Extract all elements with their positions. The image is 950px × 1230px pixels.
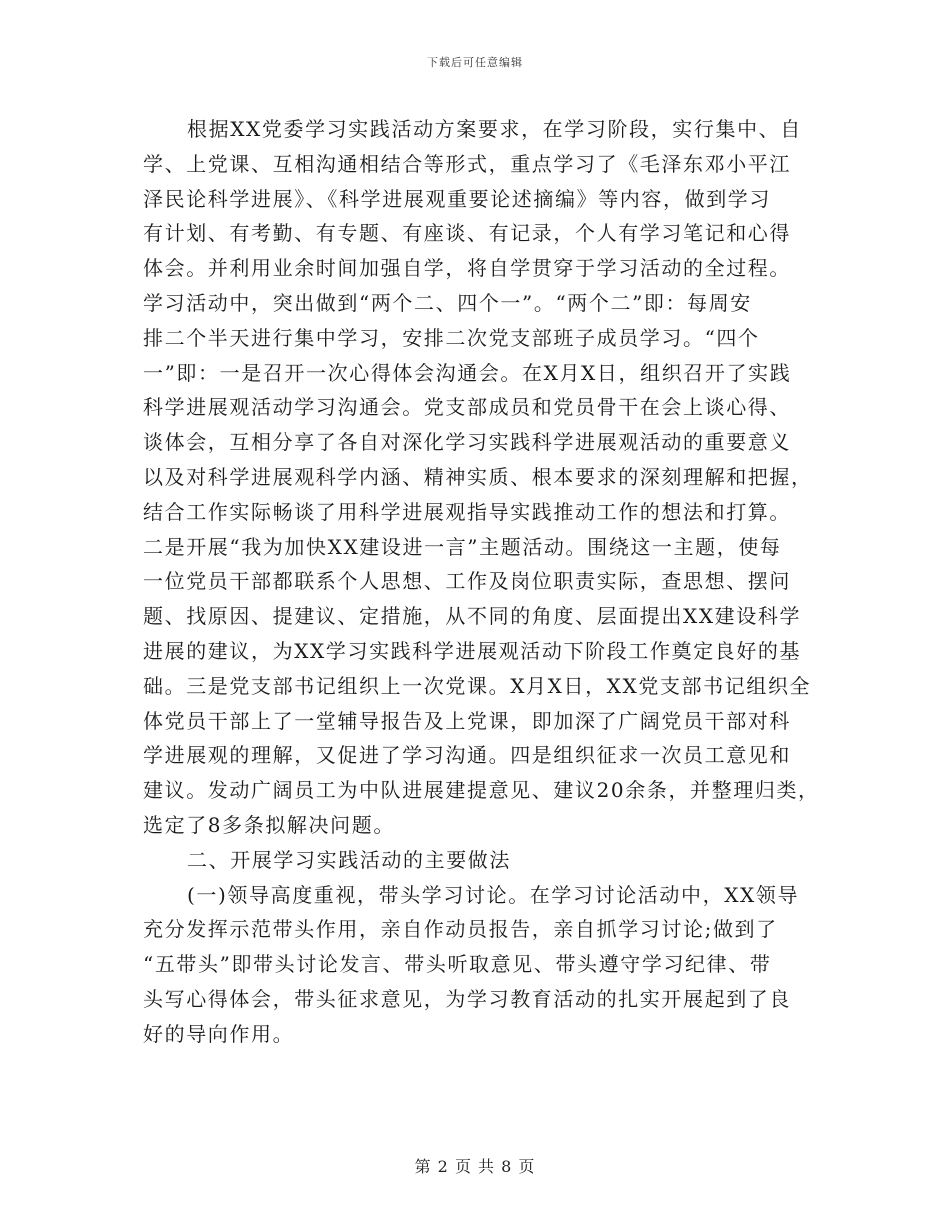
page-number-footer: 第 2 页 共 8 页	[414, 1157, 536, 1176]
text-line: 一位党员干部都联系个人思想、工作及岗位职责实际，查思想、摆问	[143, 569, 791, 594]
text-line: 以及对科学进展观科学内涵、精神实质、根本要求的深刻理解和把握，	[143, 464, 813, 489]
text-line: 学、上党课、互相沟通相结合等形式，重点学习了《毛泽东邓小平江	[143, 151, 791, 176]
text-line: 一”即：一是召开一次心得体会沟通会。在X月X日，组织召开了实践	[143, 360, 792, 385]
text-line: 体会。并利用业余时间加强自学，将自学贯穿于学习活动的全过程。	[143, 256, 791, 281]
text-line: 有计划、有考勤、有专题、有座谈、有记录，个人有学习笔记和心得	[143, 221, 791, 246]
text-line: 础。三是党支部书记组织上一次党课。X月X日，XX党支部书记组织全	[143, 673, 812, 698]
text-line: 排二个半天进行集中学习，安排二次党支部班子成员学习。“四个	[143, 325, 760, 350]
text-line: 充分发挥示范带头作用，亲自作动员报告，亲自抓学习讨论;做到了	[143, 917, 778, 942]
text-line: 根据XX党委学习实践活动方案要求，在学习阶段，实行集中、自	[187, 117, 802, 141]
text-line: 结合工作实际畅谈了用科学进展观指导实践推动工作的想法和打算。	[143, 499, 791, 524]
section-heading: 二、开展学习实践活动的主要做法	[187, 847, 511, 872]
text-line: 头写心得体会，带头征求意见，为学习教育活动的扎实开展起到了良	[143, 986, 791, 1011]
text-line: 进展的建议，为XX学习实践科学进展观活动下阶段工作奠定良好的基	[143, 638, 802, 663]
text-line: (一)领导高度重视，带头学习讨论。在学习讨论活动中，XX领导	[187, 882, 800, 907]
text-line: 学习活动中，突出做到“两个二、四个一”。“两个二”即：每周安	[143, 290, 752, 315]
document-body	[143, 112, 820, 1052]
text-line: 好的导向作用。	[143, 1021, 295, 1046]
text-line: 选定了8多条拟解决问题。	[143, 812, 395, 837]
text-line: “五带头”即带头讨论发言、带头听取意见、带头遵守学习纪律、带	[143, 952, 772, 977]
text-line: 科学进展观活动学习沟通会。党支部成员和党员骨干在会上谈心得、	[143, 395, 791, 420]
text-line: 二是开展“我为加快XX建设进一言”主题活动。围绕这一主题，使每	[143, 534, 782, 559]
text-line: 题、找原因、提建议、定措施，从不同的角度、层面提出XX建设科学	[143, 604, 802, 629]
text-line: 学进展观的理解，又促进了学习沟通。四是组织征求一次员工意见和	[143, 743, 791, 768]
page-header: 下载后可任意编辑	[427, 56, 523, 69]
text-line: 泽民论科学进展》、《科学进展观重要论述摘编》等内容，做到学习	[143, 186, 771, 211]
text-line: 谈体会，互相分享了各自对深化学习实践科学进展观活动的重要意义	[143, 430, 791, 455]
text-line: 建议。发动广阔员工为中队进展建提意见、建议20余条，并整理归类，	[143, 778, 820, 803]
text-line: 体党员干部上了一堂辅导报告及上党课，即加深了广阔党员干部对科	[143, 708, 791, 733]
